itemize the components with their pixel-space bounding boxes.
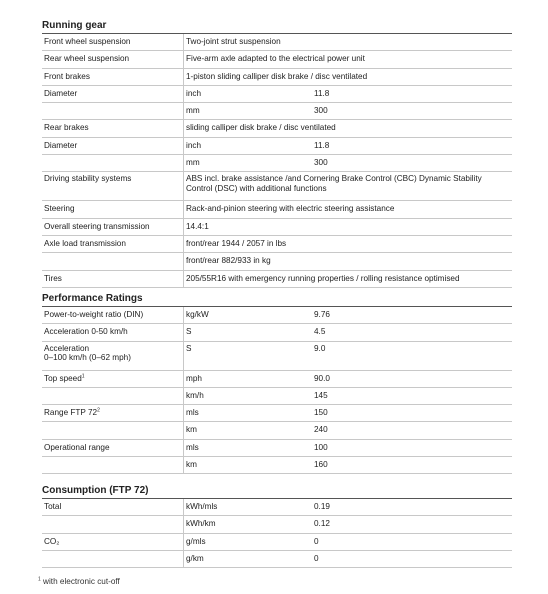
row-label: Front wheel suspension [44, 37, 131, 46]
table-row [42, 388, 512, 405]
row-value: 0.12 [314, 519, 330, 529]
row-value: 0.19 [314, 502, 330, 511]
row-label: Steering [44, 204, 75, 214]
consumption-title: Consumption (FTP 72) [42, 485, 512, 499]
performance-section [42, 293, 512, 474]
table-row [42, 69, 512, 86]
row-unit: Rack-and-pinion steering with electric steering assistance [183, 201, 394, 217]
table-row [42, 120, 512, 137]
table-row [42, 551, 512, 568]
row-unit: kWh/km [183, 516, 216, 532]
table-row [42, 534, 512, 551]
table-row [42, 103, 512, 120]
table-row [42, 51, 512, 68]
table-row [42, 172, 512, 201]
table-row [42, 34, 512, 51]
table-row [42, 307, 512, 324]
row-unit: inch [183, 86, 201, 102]
row-label: Driving stability systems [44, 174, 132, 184]
table-row [42, 324, 512, 341]
row-unit: S [183, 324, 191, 340]
row-value: 4.5 [314, 327, 326, 337]
row-label: CO₂ [44, 536, 60, 546]
row-value: 100 [314, 442, 328, 452]
row-unit: mm [183, 103, 200, 119]
row-unit: front/rear 1944 / 2057 in lbs [183, 236, 286, 252]
row-unit: Two-joint strut suspension [183, 34, 281, 50]
row-unit: mls [183, 405, 199, 421]
row-label: Diameter [44, 140, 78, 150]
table-row [42, 342, 512, 371]
row-label: Rear wheel suspension [44, 54, 130, 64]
footnote-ref: 1 [81, 372, 85, 379]
row-unit: km [183, 422, 197, 438]
row-value: 240 [314, 425, 328, 435]
row-unit: ABS incl. brake assistance /and Cornering Brake Control (CBC) Dynamic Stability Control (DSC) with additional functions [183, 172, 506, 202]
row-value: 9.76 [314, 310, 330, 319]
row-unit: g/km [183, 551, 204, 567]
row-label: Range FTP $72^2$ [44, 407, 100, 418]
consumption-section [42, 485, 512, 568]
row-label: Top speed$^1$ [44, 372, 85, 383]
row-value: 160 [314, 460, 328, 470]
table-row [42, 371, 512, 388]
row-unit: S [183, 342, 191, 372]
row-label: Front brakes [44, 71, 90, 81]
row-label: Diameter [44, 88, 78, 98]
row-unit: inch [183, 138, 201, 154]
table-row [42, 405, 512, 422]
footnote [38, 577, 120, 586]
running-gear-title: Running gear [42, 20, 512, 34]
table-row [42, 236, 512, 253]
table-row [42, 155, 512, 172]
row-value: 150 [314, 408, 328, 418]
row-unit: 1-piston sliding calliper disk brake / disc ventilated [183, 69, 367, 85]
footnote-text: with electronic cut-off [40, 577, 120, 586]
row-unit: km/h [183, 388, 204, 404]
row-label: Acceleration 0-50 km/h [44, 327, 128, 337]
row-label: Rear brakes [44, 123, 89, 133]
row-value: 300 [314, 158, 328, 168]
row-value: 11.8 [314, 140, 330, 150]
row-value: 300 [314, 106, 328, 116]
table-row [42, 253, 512, 270]
table-row [42, 457, 512, 474]
row-value: 90.0 [314, 373, 330, 383]
row-unit: mph [183, 371, 202, 387]
row-value: 145 [314, 390, 328, 400]
row-unit: front/rear 882/933 in kg [183, 253, 271, 269]
row-label: Operational range [44, 442, 110, 452]
row-unit: 14.4:1 [183, 219, 209, 235]
table-row [42, 219, 512, 236]
row-unit: Five-arm axle adapted to the electrical power unit [183, 51, 365, 67]
row-label: Power-to-weight ratio (DIN) [44, 310, 144, 319]
table-row [42, 86, 512, 103]
row-value: 11.8 [314, 88, 330, 98]
row-unit: 205/55R16 with emergency running properties / rolling resistance optimised [183, 271, 460, 287]
row-label: Overall steering transmission [44, 221, 150, 231]
row-unit: mls [183, 440, 199, 456]
row-label: Acceleration 0–100 km/h (0–62 mph) [44, 343, 131, 363]
running-gear-section [42, 20, 512, 288]
table-row [42, 138, 512, 155]
row-value: 0 [314, 553, 319, 563]
row-unit: kg/kW [183, 307, 209, 323]
row-unit: g/mls [183, 534, 206, 550]
table-row [42, 201, 512, 218]
row-unit: sliding calliper disk brake / disc ventilated [183, 120, 336, 136]
row-unit: km [183, 457, 197, 473]
table-row [42, 499, 512, 516]
footnote-marker: 1 [38, 576, 41, 583]
row-unit: mm [183, 155, 200, 171]
table-row [42, 440, 512, 457]
table-row [42, 422, 512, 439]
table-row [42, 516, 512, 533]
table-row [42, 271, 512, 288]
row-value: 0 [314, 536, 319, 546]
row-unit: kWh/mls [183, 499, 217, 515]
row-label: Tires [44, 273, 62, 283]
row-value: 9.0 [314, 343, 326, 353]
row-label: Total [44, 502, 62, 511]
performance-title: Performance Ratings [42, 293, 512, 307]
row-label: Axle load transmission [44, 238, 126, 248]
footnote-ref: 2 [97, 407, 100, 414]
